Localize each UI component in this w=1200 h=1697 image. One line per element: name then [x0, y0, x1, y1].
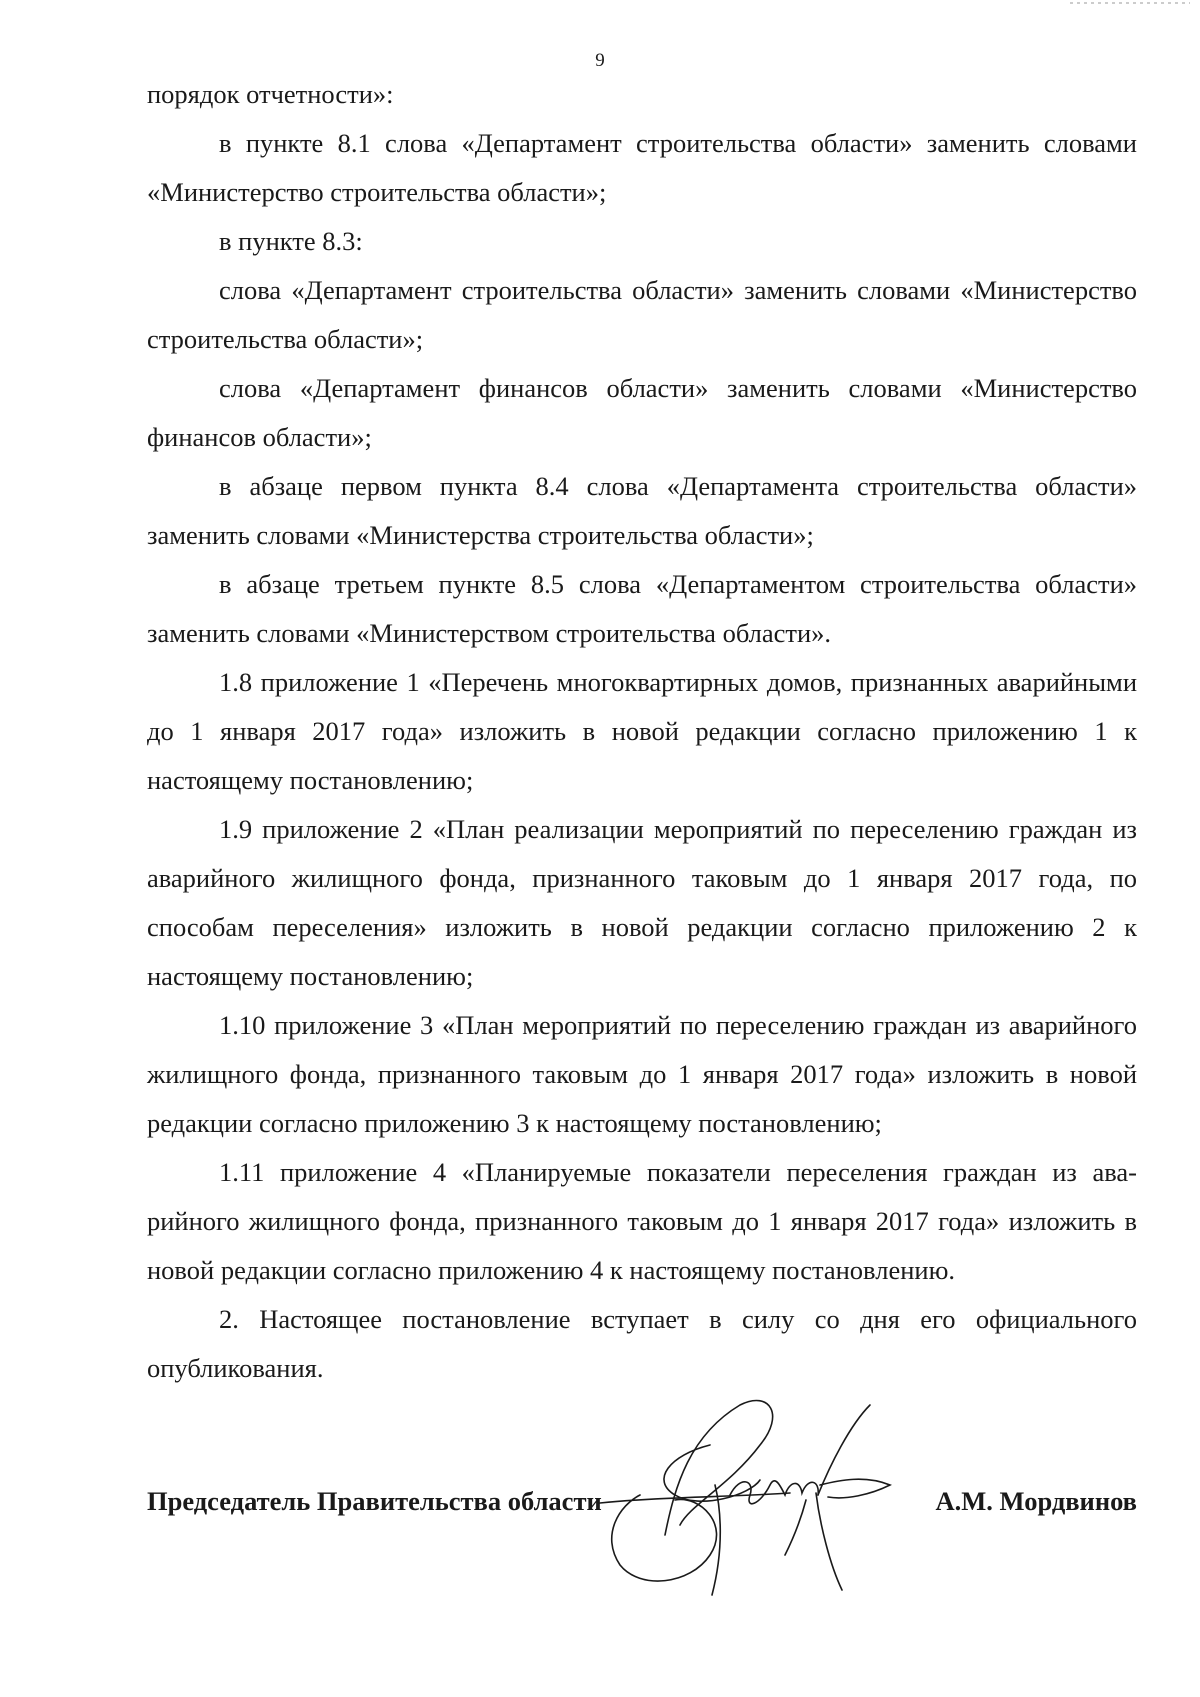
paragraph-2: 2. Настоящее постановление вступает в силу со дня его официального опубликования.: [147, 1304, 1137, 1383]
paragraph-8-4: в абзаце первом пункта 8.4 слова «Департамента строительства области» заменить словами «Министерства строительства области»;: [147, 471, 1137, 550]
paragraph-1-9: 1.9 приложение 2 «План реализации мероприятий по переселению граждан из аварийного жилищного фонда, признанного таковым до 1 января 2017 года, по способам переселения» изложить в новой редакции согласно приложению 2 к настоящему постановлению;: [147, 814, 1137, 991]
page-number: 9: [595, 50, 605, 71]
paragraph-1-11: 1.11 приложение 4 «Планируемые показатели переселения граждан из аварийного жилищного фонда, признанного таковым до 1 января 2017 года» изложить в новой редакции согласно приложению 4 к настоящему постановлению.: [147, 1157, 1137, 1285]
paragraph-8-3: в пункте 8.3:: [219, 226, 363, 256]
paragraph-1-8: 1.8 приложение 1 «Перечень многоквартирных домов, признанных аварийными до 1 января 2017 года» изложить в новой редакции согласно приложению 1 к настоящему постановлению;: [147, 667, 1137, 795]
paragraph-8-3-item-1: слова «Департамент строительства области» заменить словами «Министерство строительства области»;: [147, 275, 1137, 354]
handwritten-signature: [580, 1385, 940, 1605]
signer-position: Председатель Правительства области: [147, 1486, 602, 1516]
paragraph-1-10: 1.10 приложение 3 «План мероприятий по переселению граждан из аварийного жилищного фонда, признанного таковым до 1 января 2017 года» изложить в новой редакции согласно приложению 3 к настоящему постановлению;: [147, 1010, 1137, 1138]
signer-name: А.М. Мордвинов: [935, 1486, 1137, 1516]
scan-corner-mark: [1070, 0, 1190, 8]
paragraph-8-5: в абзаце третьем пункте 8.5 слова «Департаментом строительства области» заменить словами «Министерством строительства области».: [147, 569, 1137, 648]
paragraph-8-1: в пункте 8.1 слова «Департамент строительства области» заменить словами «Министерство строительства области»;: [147, 128, 1137, 207]
document-body: [147, 70, 1137, 1393]
paragraph-8-3-item-2: слова «Департамент финансов области» заменить словами «Министерство финансов области»;: [147, 373, 1137, 452]
paragraph-continuation: порядок отчетности»:: [147, 79, 394, 109]
